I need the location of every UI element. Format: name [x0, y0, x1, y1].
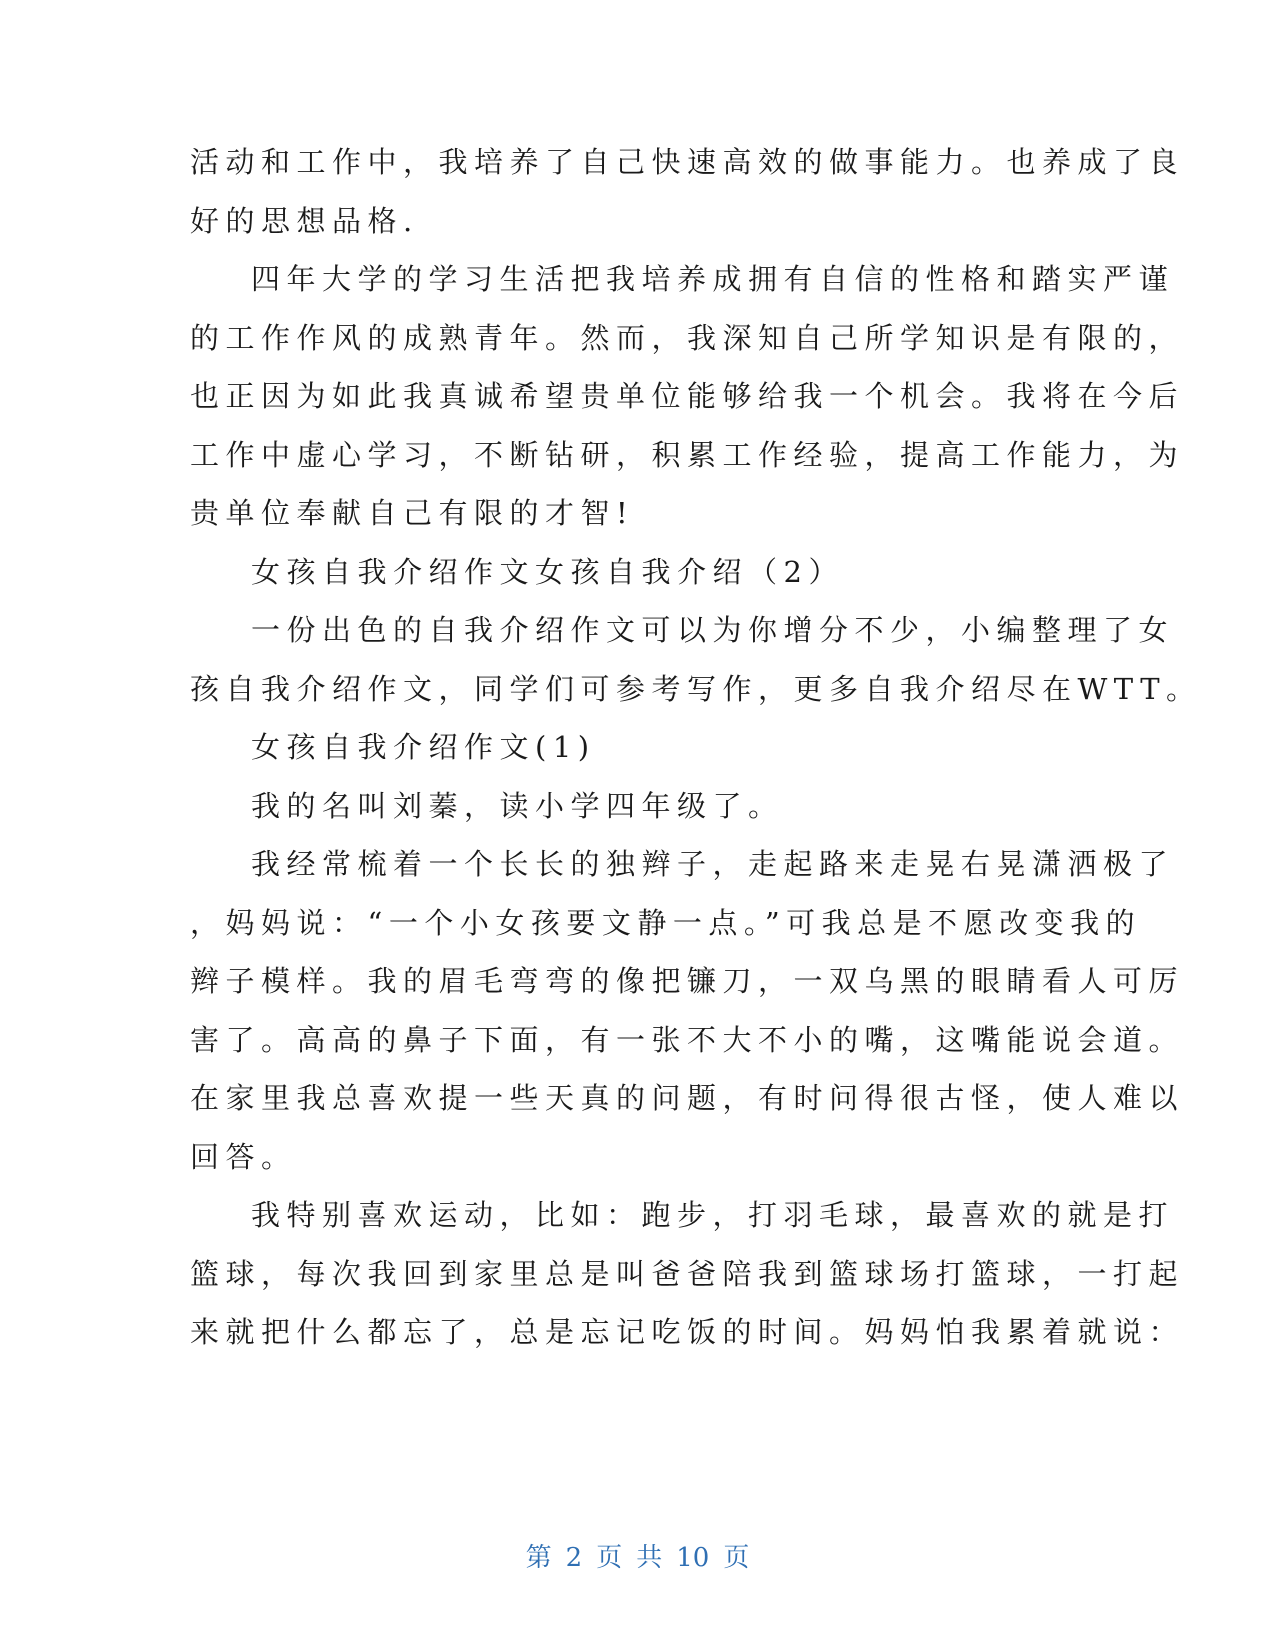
footer-suffix: 页 — [723, 1543, 750, 1573]
paragraph-line: 孩自我介绍作文，同学们可参考写作，更多自我介绍尽在WTT。 — [190, 672, 1202, 706]
paragraph-line: 害了。高高的鼻子下面，有一张不大不小的嘴，这嘴能说会道。 — [190, 1023, 1185, 1057]
paragraph-line: 辫子模样。我的眉毛弯弯的像把镰刀，一双乌黑的眼睛看人可厉 — [190, 964, 1185, 998]
paragraph-line: 贵单位奉献自己有限的才智! — [190, 496, 635, 530]
paragraph-line: 活动和工作中，我培养了自己快速高效的做事能力。也养成了良 — [190, 145, 1185, 179]
current-page-number: 2 — [565, 1543, 583, 1573]
page-footer — [0, 1538, 1275, 1578]
paragraph-line: 一份出色的自我介绍作文可以为你增分不少，小编整理了女 — [251, 613, 1175, 647]
paragraph-line: 来就把什么都忘了，总是忘记吃饭的时间。妈妈怕我累着就说： — [190, 1315, 1185, 1349]
paragraph-line: 我的名叫刘蓁，读小学四年级了。 — [251, 789, 784, 823]
paragraph-line: 回答。 — [190, 1140, 297, 1174]
footer-page-word: 页 — [596, 1543, 623, 1573]
subsection-heading: 女孩自我介绍作文(1) — [251, 730, 596, 764]
paragraph-line: 四年大学的学习生活把我培养成拥有自信的性格和踏实严谨 — [251, 262, 1175, 296]
total-page-count: 10 — [676, 1543, 710, 1573]
paragraph-line: 篮球，每次我回到家里总是叫爸爸陪我到篮球场打篮球，一打起 — [190, 1257, 1185, 1291]
paragraph-line: 工作中虚心学习，不断钻研，积累工作经验，提高工作能力，为 — [190, 438, 1185, 472]
paragraph-line: 好的思想品格. — [190, 204, 419, 238]
paragraph-line: 我经常梳着一个长长的独辫子，走起路来走晃右晃潇洒极了 — [251, 847, 1175, 881]
paragraph-line: 的工作作风的成熟青年。然而，我深知自己所学知识是有限的， — [190, 321, 1185, 355]
paragraph-line: 在家里我总喜欢提一些天真的问题，有时问得很古怪，使人难以 — [190, 1081, 1185, 1115]
section-heading: 女孩自我介绍作文女孩自我介绍（2） — [251, 555, 844, 589]
paragraph-line: ，妈妈说：“一个小女孩要文静一点。”可我总是不愿改变我的 — [190, 906, 1142, 940]
footer-prefix: 第 — [525, 1543, 552, 1573]
paragraph-line: 也正因为如此我真诚希望贵单位能够给我一个机会。我将在今后 — [190, 379, 1185, 413]
footer-total-word: 共 — [636, 1543, 663, 1573]
paragraph-line: 我特别喜欢运动，比如：跑步，打羽毛球，最喜欢的就是打 — [251, 1198, 1175, 1232]
